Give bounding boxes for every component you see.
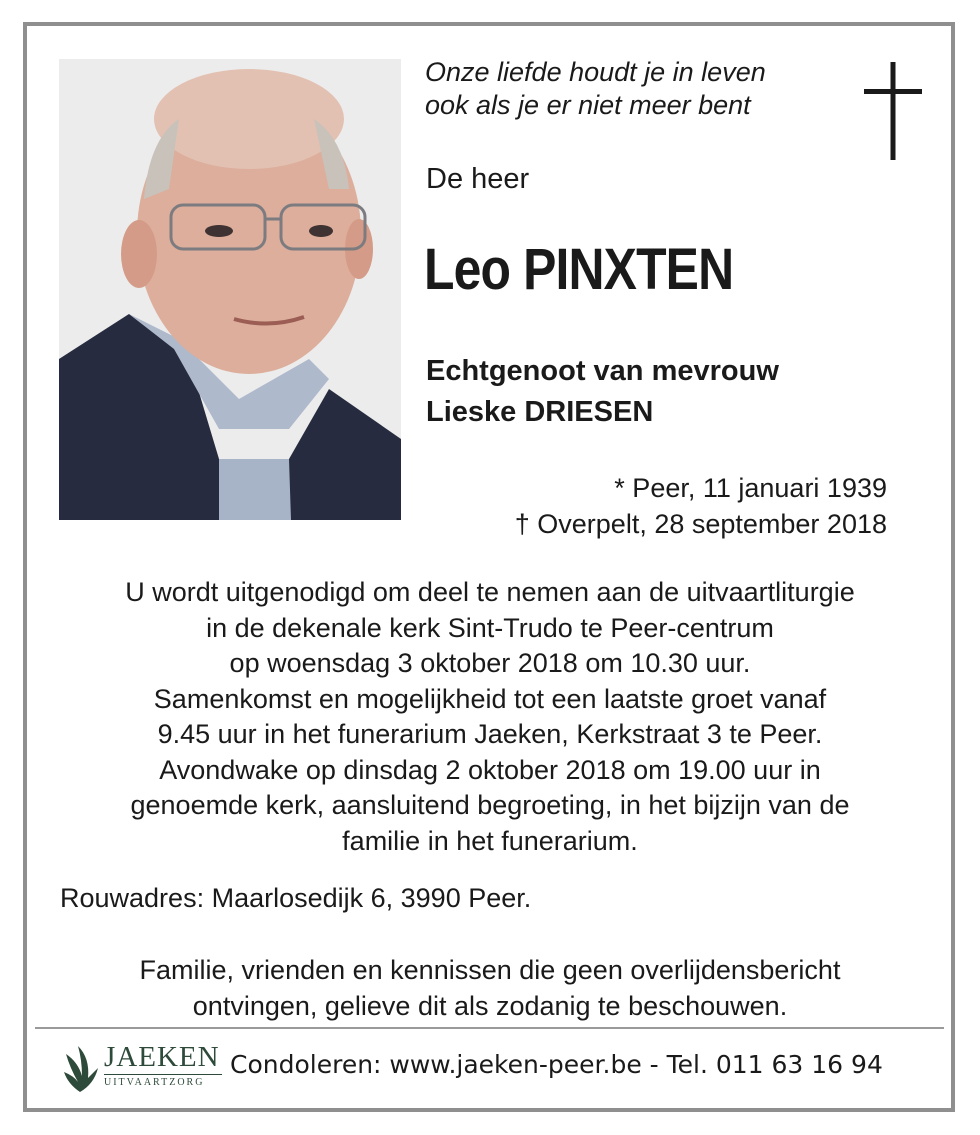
spouse-info bbox=[426, 351, 779, 433]
cross-icon bbox=[864, 62, 922, 160]
funeral-line: genoemde kerk, aansluitend begroeting, in het bijzijn van de bbox=[130, 790, 850, 820]
notice-text bbox=[40, 953, 940, 1024]
memorial-quote bbox=[425, 56, 766, 122]
death-date: † Overpelt, 28 september 2018 bbox=[514, 509, 887, 539]
jaeken-logo bbox=[60, 1040, 230, 1096]
quote-line-1: Onze liefde houdt je in leven bbox=[425, 57, 766, 87]
deceased-name: Leo PINXTEN bbox=[424, 237, 734, 302]
dove-icon bbox=[60, 1042, 100, 1094]
funeral-line: 9.45 uur in het funerarium Jaeken, Kerkstraat 3 te Peer. bbox=[157, 719, 823, 749]
notice-line-1: Familie, vrienden en kennissen die geen overlijdensbericht bbox=[139, 955, 841, 985]
portrait-photo bbox=[59, 59, 401, 520]
funeral-details bbox=[40, 575, 940, 859]
condolence-contact[interactable]: Condoleren: www.jaeken-peer.be - Tel. 011 63 16 94 bbox=[230, 1050, 883, 1079]
life-dates bbox=[515, 470, 887, 542]
birth-date: * Peer, 11 januari 1939 bbox=[614, 473, 887, 503]
notice-line-2: ontvingen, gelieve dit als zodanig te beschouwen. bbox=[192, 990, 788, 1021]
funeral-line: Avondwake op dinsdag 2 oktober 2018 om 19.00 uur in bbox=[159, 754, 821, 785]
logo-name: JAEKEN bbox=[104, 1041, 220, 1073]
funeral-line: in de dekenale kerk Sint-Trudo te Peer-centrum bbox=[206, 612, 774, 643]
spouse-line-2: Lieske DRIESEN bbox=[426, 396, 654, 428]
honorific: De heer bbox=[426, 163, 530, 195]
quote-line-2: ook als je er niet meer bent bbox=[425, 90, 751, 120]
logo-subtitle: UITVAARTZORG bbox=[104, 1077, 205, 1088]
mourning-address: Rouwadres: Maarlosedijk 6, 3990 Peer. bbox=[60, 883, 532, 913]
funeral-line: U wordt uitgenodigd om deel te nemen aan de uitvaartliturgie bbox=[125, 577, 855, 607]
funeral-line: familie in het funerarium. bbox=[342, 825, 638, 856]
logo-underline bbox=[104, 1074, 222, 1075]
spouse-line-1: Echtgenoot van mevrouw bbox=[426, 355, 779, 387]
footer-divider bbox=[35, 1027, 944, 1029]
funeral-line: op woensdag 3 oktober 2018 om 10.30 uur. bbox=[229, 648, 751, 678]
funeral-line: Samenkomst en mogelijkheid tot een laatste groet vanaf bbox=[153, 683, 827, 714]
